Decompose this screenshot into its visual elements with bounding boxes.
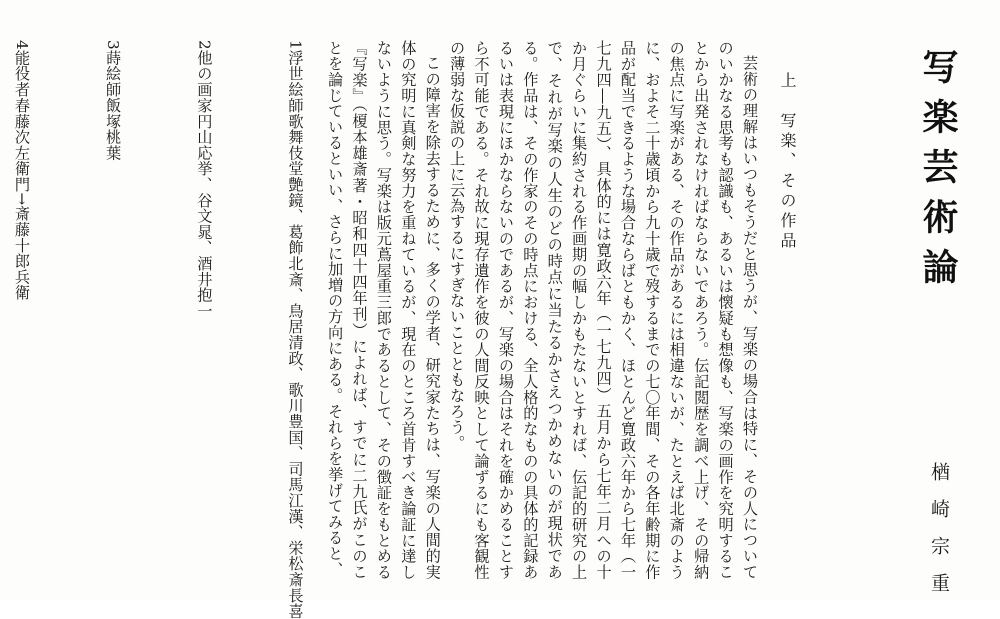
list-item-names: 春藤次左衛門→斎藤十郎兵衛: [12, 97, 31, 301]
list-item-number: 3: [104, 40, 123, 51]
list-item: [0, 40, 49, 580]
list-item-names: 円山応挙、谷文晁、酒井抱一: [195, 113, 214, 319]
list-item: [140, 40, 231, 580]
list-item-number: 1: [286, 40, 305, 51]
list-item-category: 蒔絵師: [104, 50, 123, 98]
list-item-number: 4: [12, 40, 31, 51]
list-item-names: 飯塚桃葉: [104, 97, 123, 161]
list-item-number: 2: [195, 40, 214, 51]
candidate-list: [0, 40, 323, 619]
article-title: 写楽芸術論: [917, 48, 959, 298]
list-item-names: 歌舞伎堂艶鏡、葛飾北斎、鳥居清政、歌川豊国、司馬江漢、栄松斎長喜: [286, 113, 305, 619]
body-paragraph: 芸術の理解はいつもそうだと思うが、写楽の場合は特に、その人についてのいかなる思考も認識も、あるいは懐疑も想像も、写楽の画作を究明することから出発されなければならないであろう。伝記閲歴を調べ上げ、その帰納の焦点に写楽がある、その作品があるには相違ないが、たとえば北斎のように、およそ二十歳頃から九十歳で歿するまでの七〇年間、その各年齢期に作品が配当できるような場合ならばともかく、ほとんど寛政六年から七年（一七九四―九五）、具体的には寛政六年（一七九四）五月から七年二月への十か月ぐらいに集約される作画期の幅しかもたないとすれば、伝記的研究の上で、それが写楽の人生のどの時点に当たるかさえつかめないのが現状である。作品は、その作家のその時点における、全人格的なものの具体的記録あるいは表現にほかならないのであるが、写楽の場合はそれを確かめることすら不可能である。それ故に現存遺作を彼の人間反映として論ずるにも客観性の薄弱な仮説の上に云為するにすぎないことともなろう。: [448, 40, 759, 580]
list-item-category: 能役者: [12, 50, 31, 98]
body-paragraph: この障害を除去するために、多くの学者、研究家たちは、写楽の人間的実体の究明に真剣な努力を重ねているが、現在のところ首肯すべき論証に達しないように思う。写楽は版元蔦屋重三郎であるとして、その徴証をもとめる『写楽』（榎本雄斎著・昭和四十四年刊）によれば、すでに二九氏がこのことを論じているといい、さらに加増の方向にある。それらを挙げてみると、: [326, 40, 442, 580]
list-item-category: 浮世絵師: [286, 50, 305, 114]
article-author: 楢崎宗重: [928, 462, 950, 610]
article-body: [12, 40, 762, 619]
list-item: [232, 40, 323, 619]
section-subtitle: 上 写楽、その作品: [778, 72, 797, 252]
list-item: [49, 40, 140, 580]
list-item-category: 他の画家: [195, 50, 214, 114]
